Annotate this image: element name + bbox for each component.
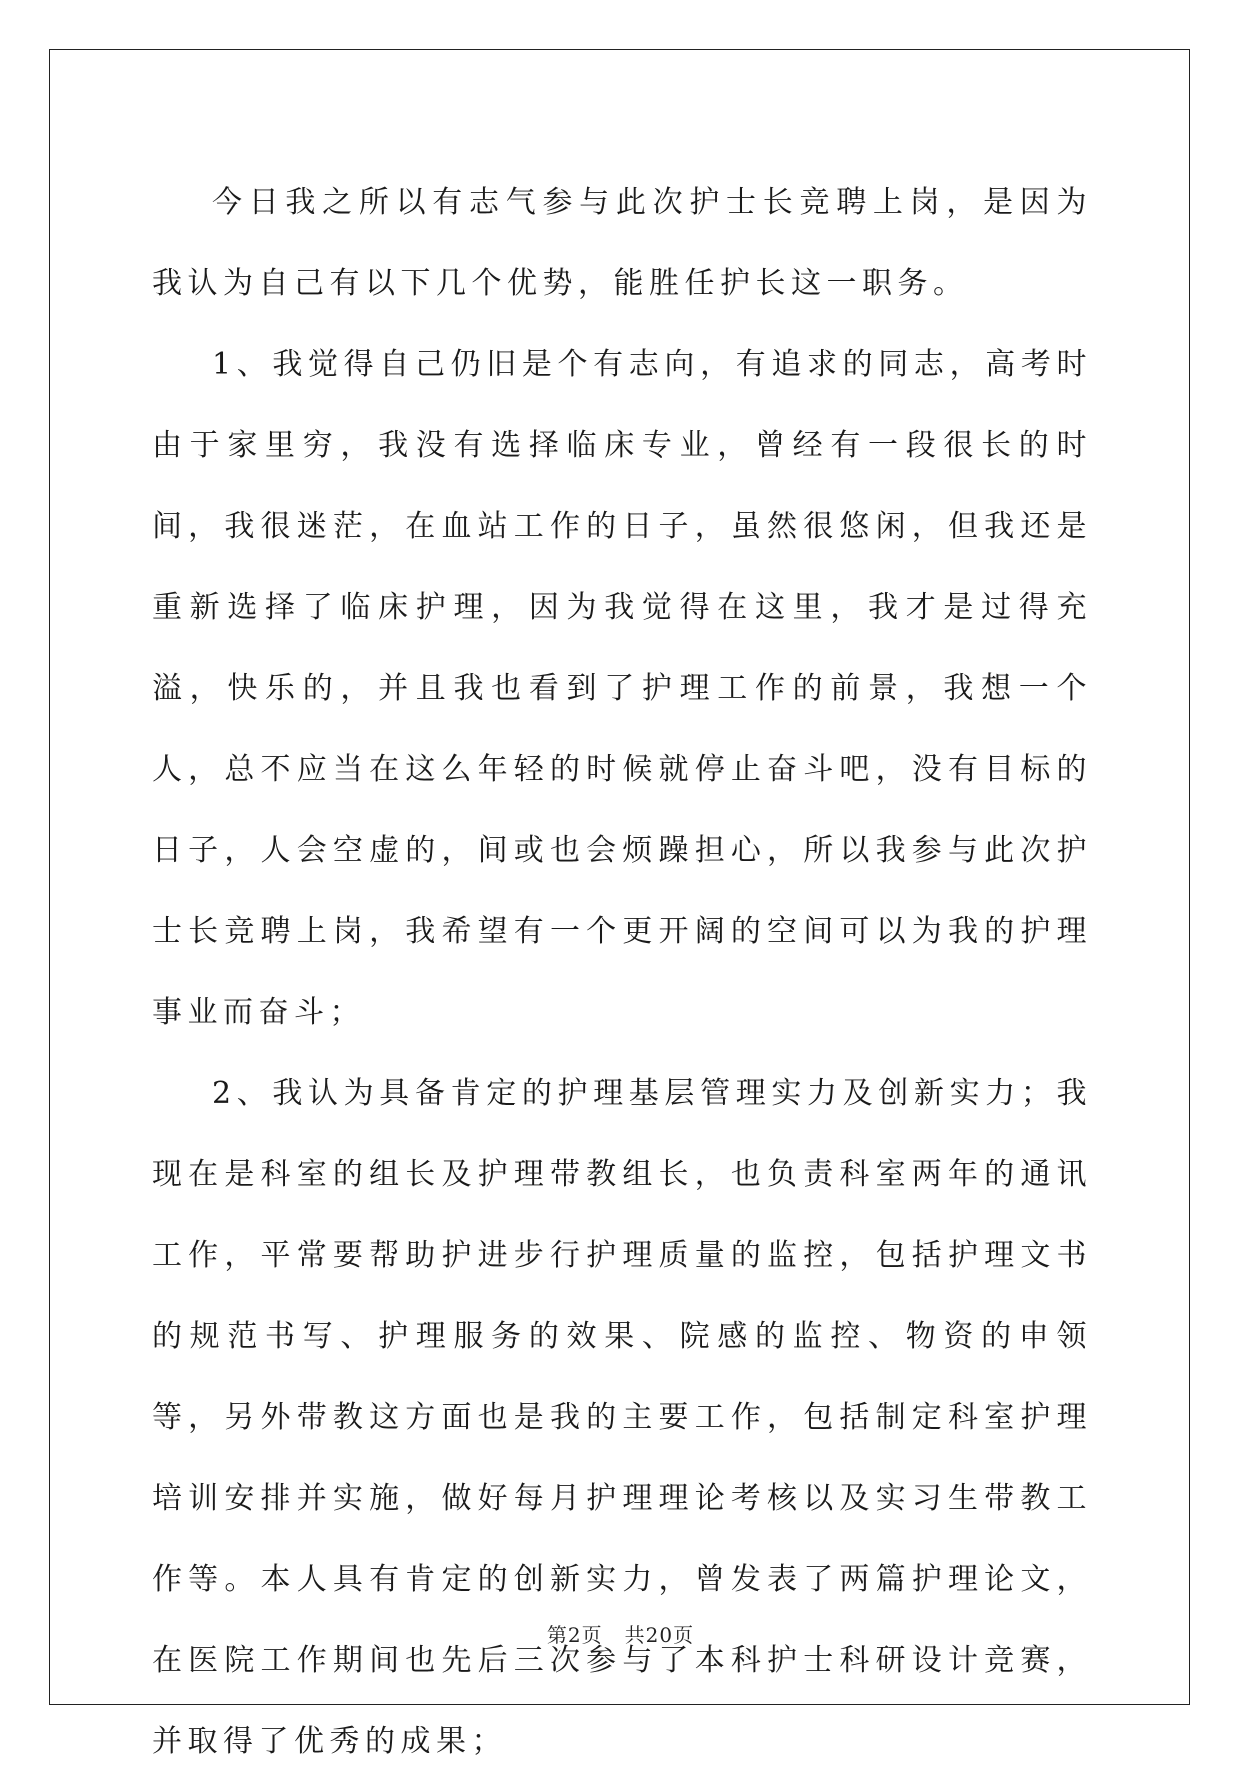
document-body [152,162,1092,1782]
paragraph-point-2: 2、我认为具备肯定的护理基层管理实力及创新实力；我现在是科室的组长及护理带教组长，也负责科室两年的通讯工作，平常要帮助护进步行护理质量的监控，包括护理文书的规范书写、护理服务的效果、院感的监控、物资的申领等，另外带教这方面也是我的主要工作，包括制定科室护理培训安排并实施，做好每月护理理论考核以及实习生带教工作等。本人具有肯定的创新实力，曾发表了两篇护理论文，在医院工作期间也先后三次参与了本科护士科研设计竞赛，并取得了优秀的成果； [152,1076,1092,1759]
page-number-total: 共20页 [624,1623,695,1647]
paragraph-point-1: 1、我觉得自己仍旧是个有志向，有追求的同志，高考时由于家里穷，我没有选择临床专业，曾经有一段很长的时间，我很迷茫，在血站工作的日子，虽然很悠闲，但我还是重新选择了临床护理，因为我觉得在这里，我才是过得充溢，快乐的，并且我也看到了护理工作的前景，我想一个人，总不应当在这么年轻的时候就停止奋斗吧，没有目标的日子，人会空虚的，间或也会烦躁担心，所以我参与此次护士长竞聘上岗，我希望有一个更开阔的空间可以为我的护理事业而奋斗； [152,347,1092,1030]
paragraph-intro: 今日我之所以有志气参与此次护士长竞聘上岗，是因为我认为自己有以下几个优势，能胜任护长这一职务。 [152,185,1092,301]
page-number-current: 第2页 [546,1623,603,1647]
page-footer [0,1619,1241,1648]
